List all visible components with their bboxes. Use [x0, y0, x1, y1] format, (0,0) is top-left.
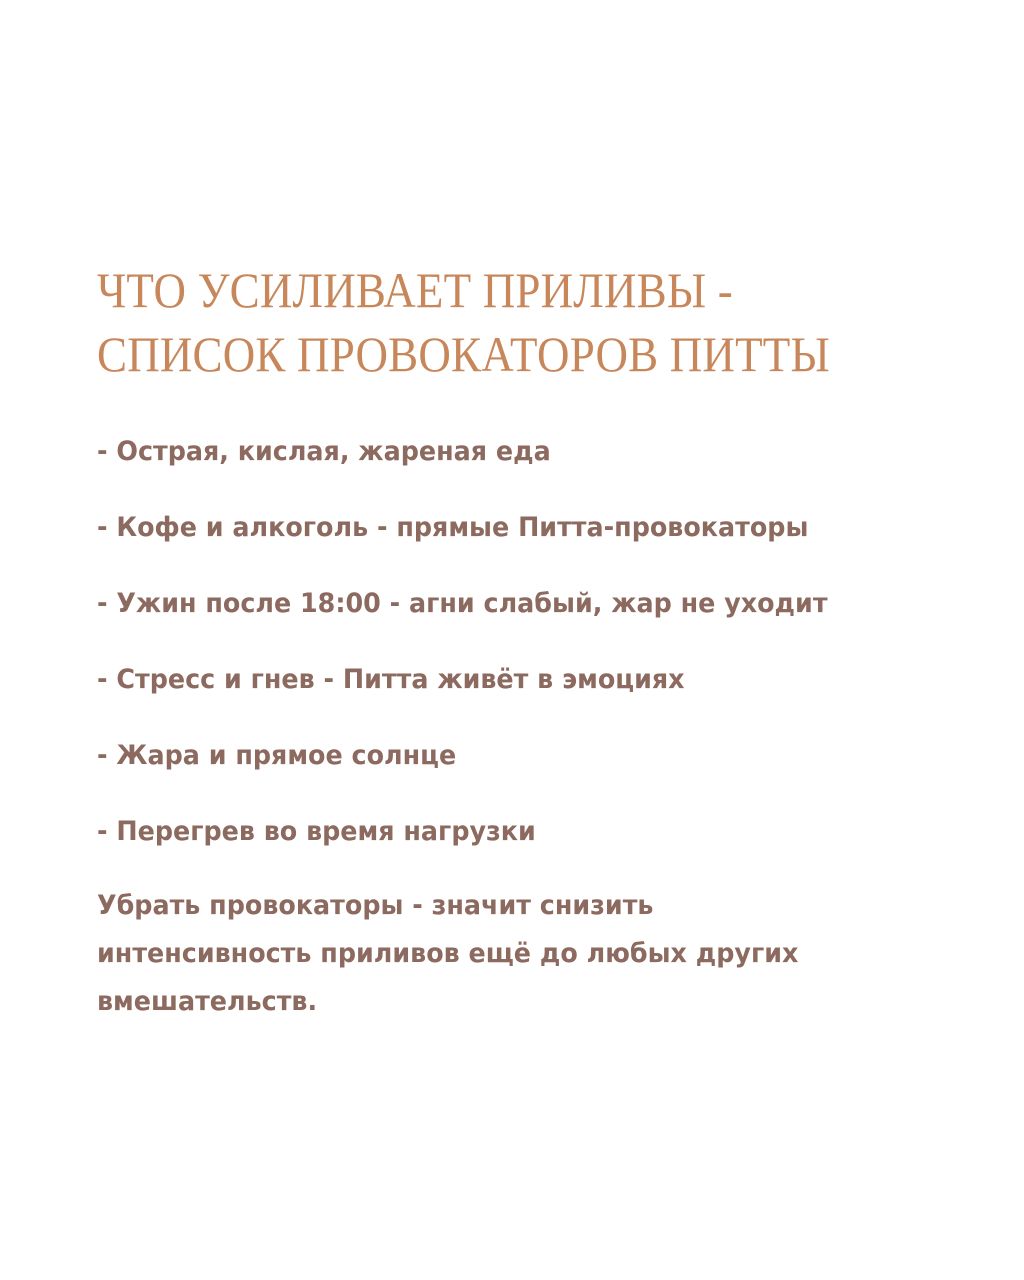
conclusion-line-2: интенсивность приливов ещё до любых других: [97, 938, 799, 969]
list-item-coffee-alcohol: - Кофе и алкоголь - прямые Питта-провокаторы: [97, 512, 809, 543]
title-line-1: ЧТО УСИЛИВАЕТ ПРИЛИВЫ -: [97, 262, 733, 318]
list-item-heat-sun: - Жара и прямое солнце: [97, 740, 457, 771]
list-item-stress-anger: - Стресс и гнев - Питта живёт в эмоциях: [97, 664, 685, 695]
page-title: [97, 258, 889, 386]
list-item-late-dinner: - Ужин после 18:00 - агни слабый, жар не уходит: [97, 588, 828, 619]
title-line-2: СПИСОК ПРОВОКАТОРОВ ПИТТЫ: [97, 326, 830, 382]
conclusion-line-1: Убрать провокаторы - значит снизить: [97, 890, 654, 921]
list-item-overheating: - Перегрев во время нагрузки: [97, 816, 536, 847]
trigger-list: [97, 428, 957, 884]
list-item-spicy-food: - Острая, кислая, жареная еда: [97, 436, 551, 467]
conclusion-paragraph: [97, 882, 905, 1026]
conclusion-line-3: вмешательств.: [97, 986, 318, 1017]
